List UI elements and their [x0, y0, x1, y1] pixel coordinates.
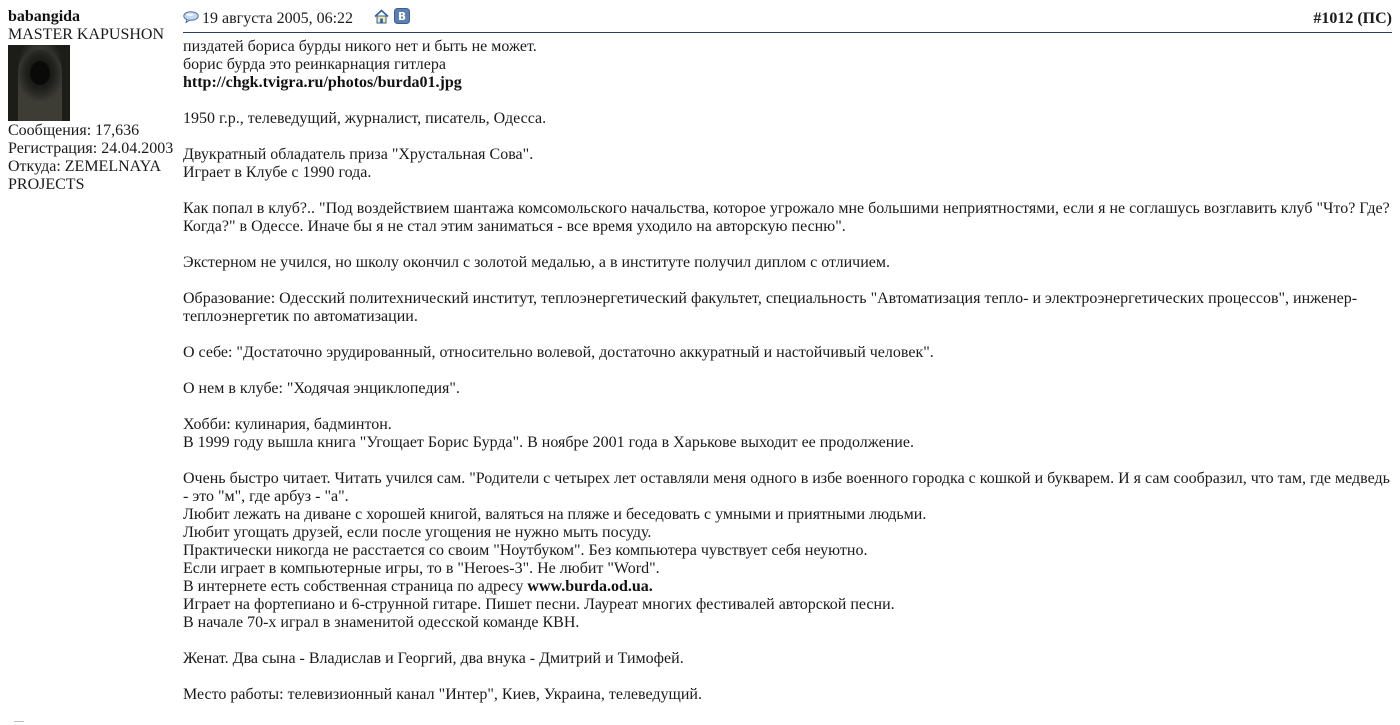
author-title: MASTER KAPUSHON: [8, 26, 165, 43]
post-text-line: [183, 578, 1392, 596]
post-text-line: Играет в Клубе с 1990 года.: [183, 164, 372, 181]
post-text-paragraph: Образование: Одесский политехнический институт, теплоэнергетический факультет, специальность "Автоматизация тепло- и электроэнергетических процессов", инженер-теплоэнергетик по автоматизации.: [183, 290, 1358, 325]
post-text-line: В начале 70-х играл в знаменитой одесской команде КВН.: [183, 614, 580, 631]
post-date: 19 августа 2005, 06:22: [202, 10, 354, 27]
author-sidebar: [8, 8, 180, 194]
post-text-paragraph: Очень быстро читает. Читать учился сам. "Родители с четырех лет оставляли меня одного в избе военного городка с кошкой и букварем. И я сам сообразил, что там, где медведь - это "м", где арбуз - "а".: [183, 470, 1390, 505]
author-location-line2: PROJECTS: [8, 176, 85, 193]
homepage-prefix: В интернете есть собственная страница по адресу: [183, 578, 528, 595]
post-text-line: борис бурда это реинкарнация гитлера: [183, 56, 446, 73]
post-text-line: Женат. Два сына - Владислав и Георгий, два внука - Дмитрий и Тимофей.: [183, 650, 684, 667]
post-tag-open: (: [1353, 10, 1363, 27]
post-text-line: Экстерном не учился, но школу окончил с золотой медалью, а в институте получил диплом с отличием.: [183, 254, 891, 271]
author-location-line1: Откуда: ZEMELNAYA: [8, 158, 162, 175]
post-number-link[interactable]: [1313, 10, 1392, 28]
author-messages-count: Сообщения: 17,636: [8, 122, 140, 139]
post-text-line: Хобби: кулинария, бадминтон.: [183, 416, 392, 433]
hooded-figure-avatar-icon: [18, 49, 62, 121]
post-text-line: пиздатей бориса бурды никого нет и быть не может.: [183, 38, 537, 55]
post-text-line: Место работы: телевизионный канал "Интер", Киев, Украина, телеведущий.: [183, 686, 702, 703]
author-username[interactable]: babangida: [8, 8, 81, 25]
post-text-line: Если играет в компьютерные игры, то в "Heroes-3". Не любит "Word".: [183, 560, 660, 577]
post-text-line: Практически никогда не расстается со своим "Ноутбуком". Без компьютера чувствует себя неуютно.: [183, 542, 868, 559]
post-main: [183, 8, 1392, 704]
post-text-line: Двукратный обладатель приза "Хрустальная Сова".: [183, 146, 534, 163]
post-text-line: Любит лежать на диване с хорошей книгой, валяться на пляже и беседовать с умными и приятными людьми.: [183, 506, 927, 523]
post-text-paragraph: Как попал в клуб?.. "Под воздействием шантажа комсомольского начальства, которое угрожало мне большими неприятностями, если я не соглашусь возглавить клуб "Что? Где? Когда?" в Одессе. Иначе бы я не стал этим заниматься - все время уходило на авторскую песню".: [183, 200, 1390, 235]
post-text-line: 1950 г.р., телеведущий, журналист, писатель, Одесса.: [183, 110, 547, 127]
post-number[interactable]: #1012: [1313, 10, 1354, 27]
post-tag[interactable]: ПС: [1362, 10, 1387, 27]
post-text-line: Любит угощать друзей, если после угощения не нужно мыть посуду.: [183, 524, 652, 541]
author-registration-date: Регистрация: 24.04.2003: [8, 140, 174, 157]
vk-icon-letter: B: [397, 11, 407, 24]
post-text-line: В 1999 году вышла книга "Угощает Борис Бурда". В ноябре 2001 года в Харькове выходит ее продолжение.: [183, 434, 914, 451]
post-body: [183, 33, 1392, 704]
post-text-line: Играет на фортепиано и 6-струнной гитаре. Пишет песни. Лауреат многих фестивалей авторской песни.: [183, 596, 895, 613]
homepage-link[interactable]: www.burda.od.ua.: [527, 578, 653, 595]
vk-icon[interactable]: [394, 8, 410, 24]
post-header: [183, 8, 1392, 33]
photo-link[interactable]: http://chgk.tvigra.ru/photos/burda01.jpg: [183, 74, 462, 91]
post-text-line: О нем в клубе: "Ходячая энциклопедия".: [183, 380, 460, 397]
speech-bubble-icon: [183, 11, 199, 23]
post-text-line: О себе: "Достаточно эрудированный, относительно волевой, достаточно аккуратный и настойчивый человек".: [183, 344, 934, 361]
avatar[interactable]: [8, 45, 70, 121]
avatar-face-shadow: [30, 61, 50, 85]
next-post-edge: [14, 721, 24, 725]
home-icon[interactable]: [374, 9, 389, 24]
post-tag-close: ): [1386, 10, 1392, 27]
